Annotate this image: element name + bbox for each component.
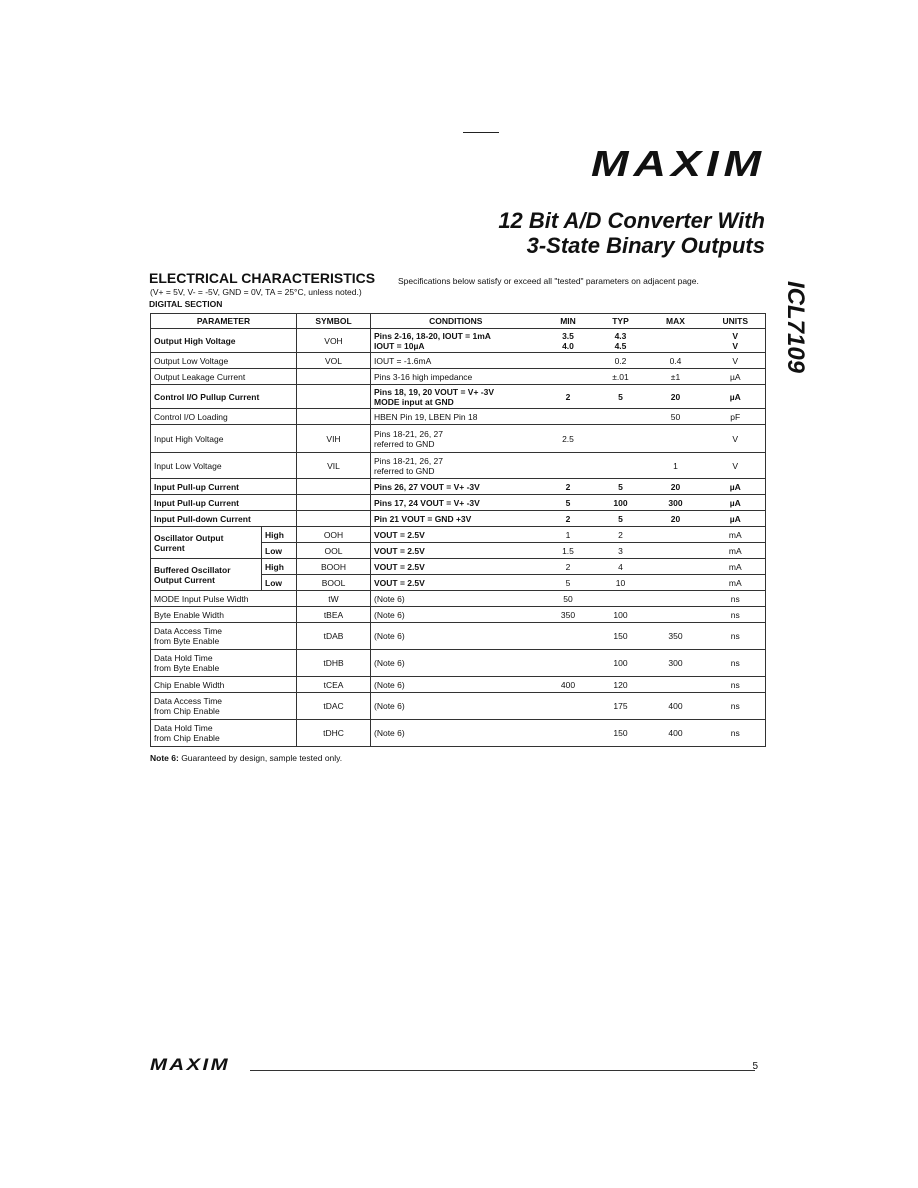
symbol-cell: VOH <box>297 329 371 353</box>
col-header-conditions: CONDITIONS <box>371 314 541 329</box>
conditions-cell: Pin 21 VOUT = GND +3V <box>371 511 541 527</box>
param-cell: Buffered Oscillator Output Current <box>151 559 262 591</box>
symbol-cell: tDAB <box>297 623 371 650</box>
conditions-cell: (Note 6) <box>371 650 541 677</box>
conditions-cell: HBEN Pin 19, LBEN Pin 18 <box>371 409 541 425</box>
header-rule <box>463 132 499 133</box>
units-cell: ns <box>706 623 766 650</box>
footer-rule <box>250 1070 755 1071</box>
min-cell <box>541 650 596 677</box>
table-row <box>151 479 766 495</box>
typ-cell: 5 <box>596 385 646 409</box>
min-cell <box>541 623 596 650</box>
param-cell: Output High Voltage <box>151 329 297 353</box>
typ-cell: 5 <box>596 511 646 527</box>
symbol-cell <box>297 495 371 511</box>
min-cell: 1.5 <box>541 543 596 559</box>
min-cell <box>541 720 596 747</box>
param-cell: Byte Enable Width <box>151 607 297 623</box>
footnote-text: Guaranteed by design, sample tested only. <box>181 753 343 763</box>
sub-cell: High <box>262 527 297 543</box>
units-cell: ns <box>706 677 766 693</box>
maxim-logo: MAXIM <box>591 143 766 184</box>
conditions-cell: IOUT = -1.6mA <box>371 353 541 369</box>
max-cell: ±1 <box>646 369 706 385</box>
col-header-units: UNITS <box>706 314 766 329</box>
param-cell: Input Pull-up Current <box>151 495 297 511</box>
section-heading: ELECTRICAL CHARACTERISTICS <box>149 270 376 286</box>
min-cell: 2.5 <box>541 425 596 453</box>
units-cell: mA <box>706 559 766 575</box>
symbol-cell: tDHC <box>297 720 371 747</box>
table-row <box>151 693 766 720</box>
spec-note: Specifications below satisfy or exceed all "tested" parameters on adjacent page. <box>398 276 699 286</box>
min-cell <box>541 369 596 385</box>
typ-cell: 175 <box>596 693 646 720</box>
param-cell: Output Leakage Current <box>151 369 297 385</box>
max-cell <box>646 527 706 543</box>
title-line-1: 12 Bit A/D Converter With <box>498 208 765 233</box>
table-row <box>151 623 766 650</box>
units-cell: µA <box>706 511 766 527</box>
symbol-cell <box>297 385 371 409</box>
table-row <box>151 409 766 425</box>
max-cell: 20 <box>646 511 706 527</box>
min-cell: 2 <box>541 479 596 495</box>
table-row <box>151 720 766 747</box>
param-cell: Data Access Time from Byte Enable <box>151 623 297 650</box>
max-cell <box>646 329 706 353</box>
table-row <box>151 495 766 511</box>
min-cell: 2 <box>541 511 596 527</box>
min-cell: 1 <box>541 527 596 543</box>
units-cell: µA <box>706 369 766 385</box>
min-cell <box>541 409 596 425</box>
param-cell: Input Pull-down Current <box>151 511 297 527</box>
units-cell: mA <box>706 527 766 543</box>
table-row <box>151 677 766 693</box>
conditions-cell: Pins 18-21, 26, 27 referred to GND <box>371 453 541 479</box>
min-cell <box>541 693 596 720</box>
symbol-cell <box>297 479 371 495</box>
units-cell: ns <box>706 607 766 623</box>
subsection-title: DIGITAL SECTION <box>149 299 223 309</box>
units-cell: V V <box>706 329 766 353</box>
max-cell: 400 <box>646 720 706 747</box>
typ-cell <box>596 453 646 479</box>
col-header-typ: TYP <box>596 314 646 329</box>
param-cell: Data Access Time from Chip Enable <box>151 693 297 720</box>
symbol-cell: VOL <box>297 353 371 369</box>
max-cell: 0.4 <box>646 353 706 369</box>
param-cell: Data Hold Time from Byte Enable <box>151 650 297 677</box>
units-cell: V <box>706 425 766 453</box>
units-cell: ns <box>706 650 766 677</box>
page-title <box>498 208 765 258</box>
part-number-tab <box>780 272 810 382</box>
conditions-cell: VOUT = 2.5V <box>371 527 541 543</box>
typ-cell <box>596 425 646 453</box>
typ-cell: 2 <box>596 527 646 543</box>
symbol-cell: tDAC <box>297 693 371 720</box>
max-cell <box>646 425 706 453</box>
page-number: 5 <box>752 1061 758 1072</box>
units-cell: ns <box>706 591 766 607</box>
param-cell: Data Hold Time from Chip Enable <box>151 720 297 747</box>
conditions-cell: Pins 18-21, 26, 27 referred to GND <box>371 425 541 453</box>
col-header-symbol: SYMBOL <box>297 314 371 329</box>
symbol-cell: tCEA <box>297 677 371 693</box>
conditions-cell: Pins 18, 19, 20 VOUT = V+ -3V MODE input at GND <box>371 385 541 409</box>
table-row <box>151 369 766 385</box>
symbol-cell: BOOL <box>297 575 371 591</box>
max-cell <box>646 591 706 607</box>
symbol-cell <box>297 511 371 527</box>
typ-cell: 4.3 4.5 <box>596 329 646 353</box>
sub-cell: Low <box>262 543 297 559</box>
min-cell <box>541 353 596 369</box>
footer-logo: MAXIM <box>150 1055 231 1074</box>
table-row <box>151 329 766 353</box>
param-cell: Oscillator Output Current <box>151 527 262 559</box>
symbol-cell <box>297 369 371 385</box>
col-header-max: MAX <box>646 314 706 329</box>
symbol-cell: OOH <box>297 527 371 543</box>
footnote-label: Note 6: <box>150 753 179 763</box>
symbol-cell: OOL <box>297 543 371 559</box>
units-cell: µA <box>706 495 766 511</box>
conditions-cell: Pins 2-16, 18-20, IOUT = 1mA IOUT = 10µA <box>371 329 541 353</box>
max-cell: 50 <box>646 409 706 425</box>
sub-cell: High <box>262 559 297 575</box>
max-cell: 20 <box>646 385 706 409</box>
min-cell: 3.5 4.0 <box>541 329 596 353</box>
max-cell <box>646 607 706 623</box>
min-cell: 2 <box>541 385 596 409</box>
typ-cell: 100 <box>596 495 646 511</box>
conditions-cell: (Note 6) <box>371 607 541 623</box>
typ-cell <box>596 409 646 425</box>
conditions-cell: Pins 3-16 high impedance <box>371 369 541 385</box>
typ-cell <box>596 591 646 607</box>
units-cell: V <box>706 453 766 479</box>
symbol-cell: BOOH <box>297 559 371 575</box>
conditions-cell: Pins 26, 27 VOUT = V+ -3V <box>371 479 541 495</box>
typ-cell: 100 <box>596 607 646 623</box>
max-cell <box>646 543 706 559</box>
units-cell: mA <box>706 575 766 591</box>
max-cell: 20 <box>646 479 706 495</box>
max-cell <box>646 677 706 693</box>
param-cell: Input Pull-up Current <box>151 479 297 495</box>
max-cell <box>646 575 706 591</box>
part-number: ICL7109 <box>782 280 809 374</box>
footnote <box>150 753 342 763</box>
typ-cell: 100 <box>596 650 646 677</box>
conditions-cell: (Note 6) <box>371 623 541 650</box>
typ-cell: ±.01 <box>596 369 646 385</box>
symbol-cell: tDHB <box>297 650 371 677</box>
symbol-cell: VIL <box>297 453 371 479</box>
symbol-cell: tW <box>297 591 371 607</box>
units-cell: V <box>706 353 766 369</box>
electrical-characteristics-table <box>150 313 766 747</box>
typ-cell: 4 <box>596 559 646 575</box>
min-cell: 400 <box>541 677 596 693</box>
sub-cell: Low <box>262 575 297 591</box>
units-cell: µA <box>706 479 766 495</box>
table-row <box>151 591 766 607</box>
param-cell: Chip Enable Width <box>151 677 297 693</box>
units-cell: pF <box>706 409 766 425</box>
table-row <box>151 453 766 479</box>
table-row <box>151 650 766 677</box>
min-cell <box>541 453 596 479</box>
table-row <box>151 353 766 369</box>
title-line-2: 3-State Binary Outputs <box>526 233 765 258</box>
param-cell: Control I/O Loading <box>151 409 297 425</box>
conditions-cell: (Note 6) <box>371 720 541 747</box>
units-cell: ns <box>706 693 766 720</box>
conditions-cell: (Note 6) <box>371 591 541 607</box>
test-conditions: (V+ = 5V, V- = -5V, GND = 0V, TA = 25°C, unless noted.) <box>150 287 362 297</box>
max-cell: 300 <box>646 650 706 677</box>
max-cell: 1 <box>646 453 706 479</box>
conditions-cell: (Note 6) <box>371 693 541 720</box>
max-cell <box>646 559 706 575</box>
max-cell: 300 <box>646 495 706 511</box>
table-row <box>151 607 766 623</box>
param-cell: Control I/O Pullup Current <box>151 385 297 409</box>
typ-cell: 120 <box>596 677 646 693</box>
conditions-cell: VOUT = 2.5V <box>371 543 541 559</box>
col-header-min: MIN <box>541 314 596 329</box>
param-cell: Output Low Voltage <box>151 353 297 369</box>
min-cell: 350 <box>541 607 596 623</box>
table-row <box>151 385 766 409</box>
min-cell: 50 <box>541 591 596 607</box>
table-row <box>151 559 766 575</box>
typ-cell: 150 <box>596 720 646 747</box>
min-cell: 2 <box>541 559 596 575</box>
min-cell: 5 <box>541 495 596 511</box>
param-cell: Input Low Voltage <box>151 453 297 479</box>
conditions-cell: (Note 6) <box>371 677 541 693</box>
symbol-cell: VIH <box>297 425 371 453</box>
col-header-parameter: PARAMETER <box>151 314 297 329</box>
typ-cell: 150 <box>596 623 646 650</box>
table-row <box>151 425 766 453</box>
typ-cell: 3 <box>596 543 646 559</box>
table-header-row <box>151 314 766 329</box>
units-cell: µA <box>706 385 766 409</box>
conditions-cell: VOUT = 2.5V <box>371 575 541 591</box>
min-cell: 5 <box>541 575 596 591</box>
param-cell: MODE Input Pulse Width <box>151 591 297 607</box>
max-cell: 350 <box>646 623 706 650</box>
conditions-cell: VOUT = 2.5V <box>371 559 541 575</box>
units-cell: mA <box>706 543 766 559</box>
conditions-cell: Pins 17, 24 VOUT = V+ -3V <box>371 495 541 511</box>
table-row <box>151 511 766 527</box>
symbol-cell <box>297 409 371 425</box>
max-cell: 400 <box>646 693 706 720</box>
typ-cell: 10 <box>596 575 646 591</box>
units-cell: ns <box>706 720 766 747</box>
table-row <box>151 527 766 543</box>
symbol-cell: tBEA <box>297 607 371 623</box>
typ-cell: 0.2 <box>596 353 646 369</box>
typ-cell: 5 <box>596 479 646 495</box>
param-cell: Input High Voltage <box>151 425 297 453</box>
